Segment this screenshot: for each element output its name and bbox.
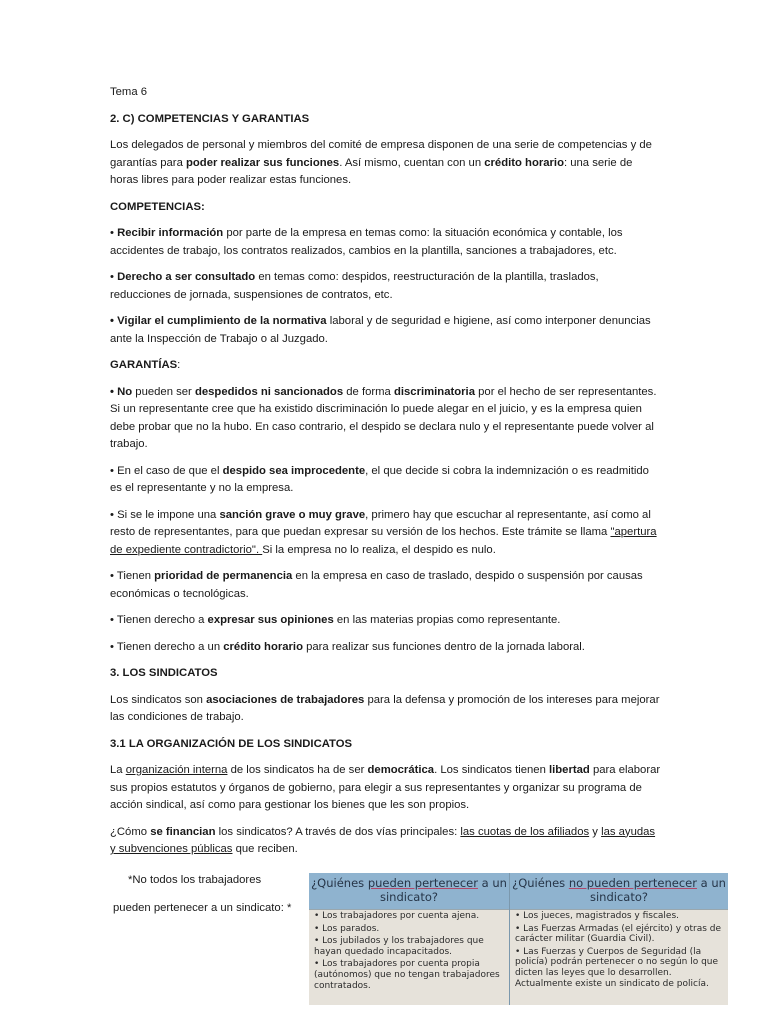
who-cannot-join-column [510,873,728,1005]
sindicatos-paragraph: Los sindicatos son asociaciones de trabajadores para la defensa y promoción de los intereses para mejorar las condiciones de trabajo. [110,693,660,723]
who-cannot-join-title: ¿Quiénes no pueden pertenecer a un sindicato? [512,876,726,904]
intro-paragraph: Los delegados de personal y miembros del comité de empresa disponen de una serie de competencias y de garantías para poder realizar sus funciones. Así mismo, cuentan con un crédito horario: una serie de horas libres para poder realizar estas funciones. [110,139,652,186]
list-item: • Los jubilados y los trabajadores que hayan quedado incapacitados. [314,936,484,957]
heading-organizacion: 3.1 LA ORGANIZACIÓN DE LOS SINDICATOS [110,737,353,750]
list-item: • Los trabajadores por cuenta propia (autónomos) que no tengan trabajadores contratados. [314,959,500,991]
note-line-2: pueden pertenecer a un sindicato: * [113,902,292,914]
garantia-item: • En el caso de que el despido sea improcedente, el que decide si cobra la indemnización o es readmitido es el representante y no la empresa. [110,464,649,494]
garantia-item: • Tienen prioridad de permanencia en la empresa en caso de traslado, despido o suspensión por causas económicas o tecnológicas. [110,570,643,600]
organizacion-paragraph: La organización interna de los sindicatos ha de ser democrática. Los sindicatos tienen libertad para elaborar sus propios estatutos y órganos de gobierno, para elegir a sus representantes y organizar su programa de acción sindical, así como para gestionar los bienes que les son propios. [110,764,661,811]
who-can-join-column [309,873,510,1005]
list-item: • Las Fuerzas Armadas (el ejército) y otras de carácter militar (Guardia Civil). [515,923,722,945]
heading-sindicatos: 3. LOS SINDICATOS [110,667,218,679]
heading-competencias-garantias: 2. C) COMPETENCIAS Y GARANTIAS [110,112,310,125]
competencia-item: • Vigilar el cumplimiento de la normativa laboral y de seguridad e higiene, así como interponer denuncias ante la Inspección de Trabajo o al Juzgado. [110,315,651,345]
list-item: • Las Fuerzas y Cuerpos de Seguridad (la policía) podrán pertenecer o no según lo que dicten las leyes que lo desarrollen. Actualmente existe un sindicato de policía. [515,946,719,989]
garantia-item: • Si se le impone una sanción grave o muy grave, primero hay que escuchar al representante, así como al resto de representantes, para que puedan expresar su versión de los hechos. Este trámite se llama "apertura de expediente contradictorio". Si la empresa no lo realiza, el despido es nulo. [110,508,657,556]
document-body [110,84,662,868]
who-can-join-list [314,911,506,993]
competencia-item: • Derecho a ser consultado en temas como: despidos, reestructuración de la plantilla, traslados, reducciones de jornada, suspensiones de contratos, etc. [110,271,599,301]
list-item: • Los trabajadores por cuenta ajena. [314,911,480,921]
heading-garantias: GARANTÍAS: [110,359,181,371]
list-item: • Los parados. [314,923,380,934]
competencia-item: • Recibir información por parte de la empresa en temas como: la situación económica y contable, los accidentes de trabajo, los contratos realizados, cambios en la plantilla, sanciones a trabajadores, etc. [110,227,623,257]
heading-competencias: COMPETENCIAS: [110,200,205,213]
who-cannot-join-list [515,911,725,991]
garantia-item: • No pueden ser despedidos ni sancionados de forma discriminatoria por el hecho de ser representantes. Si un representante cree que ha existido discriminación lo puede alegar en el juicio, y es la empresa quien debe probar que no la hubo. En caso contrario, el despido se declara nulo y el representante puede volver al trabajo. [110,385,657,450]
sindicato-membership-photo [309,873,728,1005]
financiacion-paragraph: ¿Cómo se financian los sindicatos? A través de dos vías principales: las cuotas de los afiliados y las ayudas y subvenciones públicas que reciben. [110,825,656,855]
topic-label: Tema 6 [110,86,148,98]
garantia-item: • Tienen derecho a expresar sus opiniones en las materias propias como representante. [110,614,561,626]
who-can-join-title: ¿Quiénes pueden pertenecer a un sindicato? [311,876,507,904]
list-item: • Los jueces, magistrados y fiscales. [515,911,680,921]
note-line-1: *No todos los trabajadores [128,874,262,886]
garantia-item: • Tienen derecho a un crédito horario para realizar sus funciones dentro de la jornada laboral. [110,640,585,653]
